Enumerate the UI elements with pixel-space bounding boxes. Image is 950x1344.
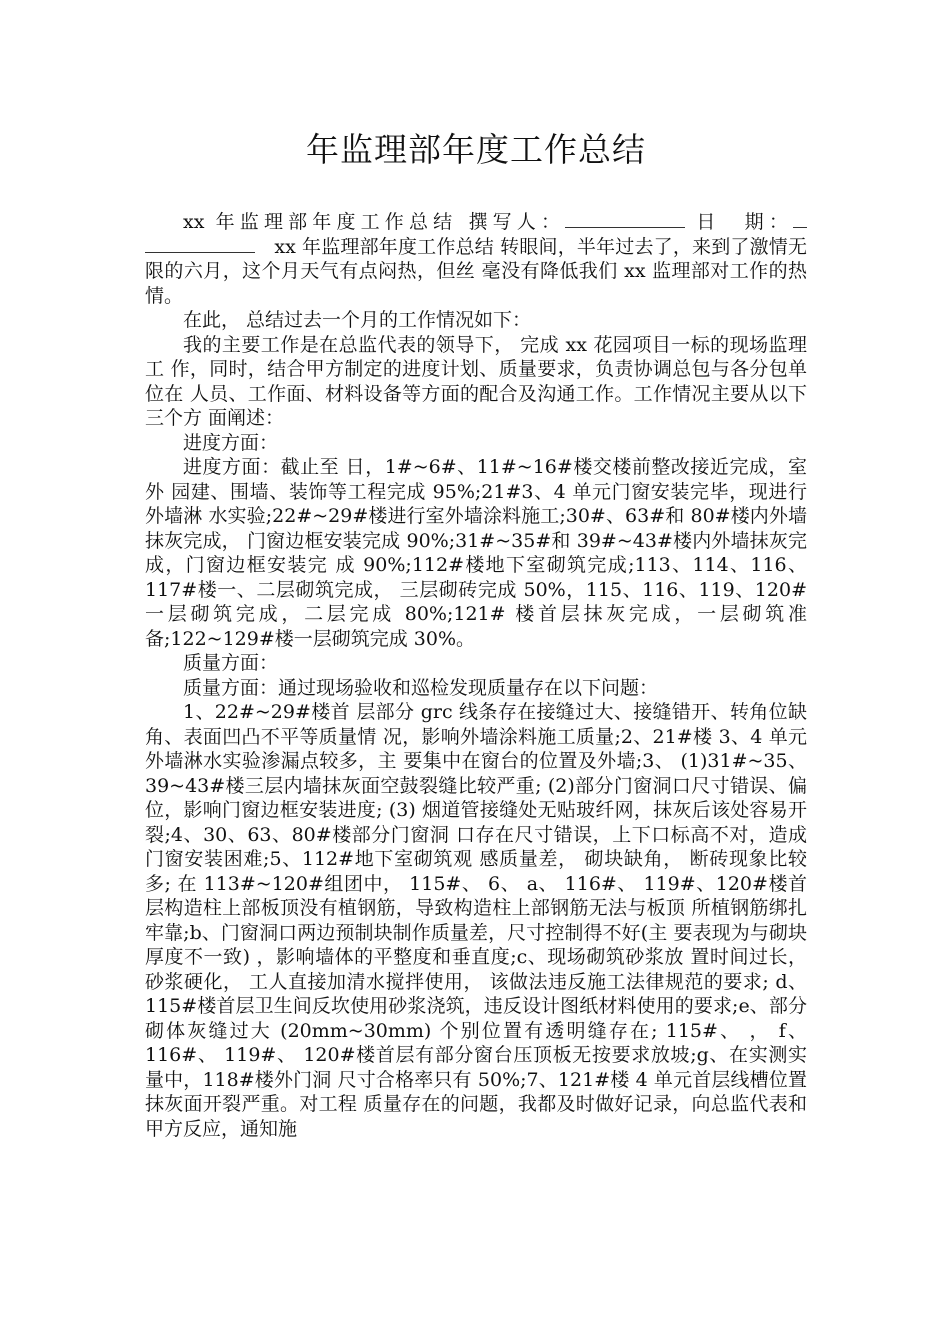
paragraph: 进度方面：截止至 日，1#~6#、11#~16#楼交楼前整改接近完成，室外 园建、围墙、装饰等工程完成 95%;21#3、4 单元门窗安装完毕，现进行外墙淋 水实验;22#~29#楼进行室外墙涂料施工;30#、63#和 80#楼内外墙抹灰完成， 门窗边框安装完成 90%;31#~35#和 39#~43#楼内外墙抹灰完成，门窗边框安装完 成 90%;112#楼地下室砌筑完成;113、114、116、117#楼一、二层砌筑完成， 三层砌砖完成 50%，115、116、119、120#一层砌筑完成，二层完成 80%;121# 楼首层抹灰完成，一层砌筑准备;122~129#楼一层砌筑完成 30%。 <box>145 456 807 650</box>
paragraph: 质量方面：通过现场验收和巡检发现质量存在以下问题： <box>183 676 659 699</box>
header-line <box>145 210 807 308</box>
header-line-part1: xx 年监理部年度工作总结 撰写人： <box>183 211 566 234</box>
header-line-part2: 日 期： <box>685 211 793 234</box>
date-blank-2 <box>145 235 255 253</box>
author-blank <box>565 210 685 228</box>
section-heading-progress: 进度方面： <box>183 431 279 454</box>
document-body <box>145 210 807 1141</box>
header-line-part3: xx 年监理部年度工作总结 转眼间，半年过去了，来到了激情无限的六月，这个月天气有点闷热，但丝 毫没有降低我们 xx 监理部对工作的热情。 <box>145 235 807 307</box>
document-page <box>145 120 807 1141</box>
date-blank-1 <box>793 210 807 228</box>
paragraph: 我的主要工作是在总监代表的领导下， 完成 xx 花园项目一标的现场监理工 作，同时，结合甲方制定的进度计划、质量要求，负责协调总包与各分包单位在 人员、工作面、材料设备等方面的配合及沟通工作。工作情况主要从以下三个方 面阐述： <box>145 333 807 430</box>
document-title: 年监理部年度工作总结 <box>306 130 646 169</box>
section-heading-quality: 质量方面： <box>183 652 279 675</box>
paragraph: 1、22#~29#楼首 层部分 grc 线条存在接缝过大、接缝错开、转角位缺角、表面凹凸不平等质量情 况，影响外墙涂料施工质量;2、21#楼 3、4 单元外墙淋水实验渗漏点较多，主 要集中在窗台的位置及外墙;3、 (1)31#~35、39~43#楼三层内墙抹灰面空鼓裂缝比较严重; (2)部分门窗洞口尺寸错误、偏位，影响门窗边框安装进度; (3) 烟道管接缝处无贴玻纤网，抹灰后该处容易开裂;4、30、63、80#楼部分门窗洞 口存在尺寸错误，上下口标高不对，造成门窗安装困难;5、112#地下室砌筑观 感质量差， 砌块缺角， 断砖现象比较多; 在 113#~120#组团中， 115#、 6、 a、 116#、 119#、120#楼首层构造柱上部板顶没有植钢筋，导致构造柱上部钢筋无法与板顶 所植钢筋绑扎牢靠;b、门窗洞口两边预制块制作质量差，尺寸控制得不好(主 要表现为与砌块厚度不一致) ，影响墙体的平整度和垂直度;c、现场砌筑砂浆放 置时间过长， 砂浆硬化， 工人直接加清水搅拌使用， 该做法违反施工法律规范的要求; d、115#楼首层卫生间反坎使用砂浆浇筑，违反设计图纸材料使用的要求;e、部分砌体灰缝过大 (20mm~30mm) 个别位置有透明缝存在; 115#、 ， f、 116#、 119#、 120#楼首层有部分窗台压顶板无按要求放坡;g、在实测实量中，118#楼外门洞 尺寸合格率只有 50%;7、121#楼 4 单元首层线槽位置抹灰面开裂严重。对工程 质量存在的问题，我都及时做好记录，向总监代表和甲方反应，通知施 <box>145 701 807 1140</box>
paragraph: 在此， 总结过去一个月的工作情况如下： <box>183 309 532 332</box>
